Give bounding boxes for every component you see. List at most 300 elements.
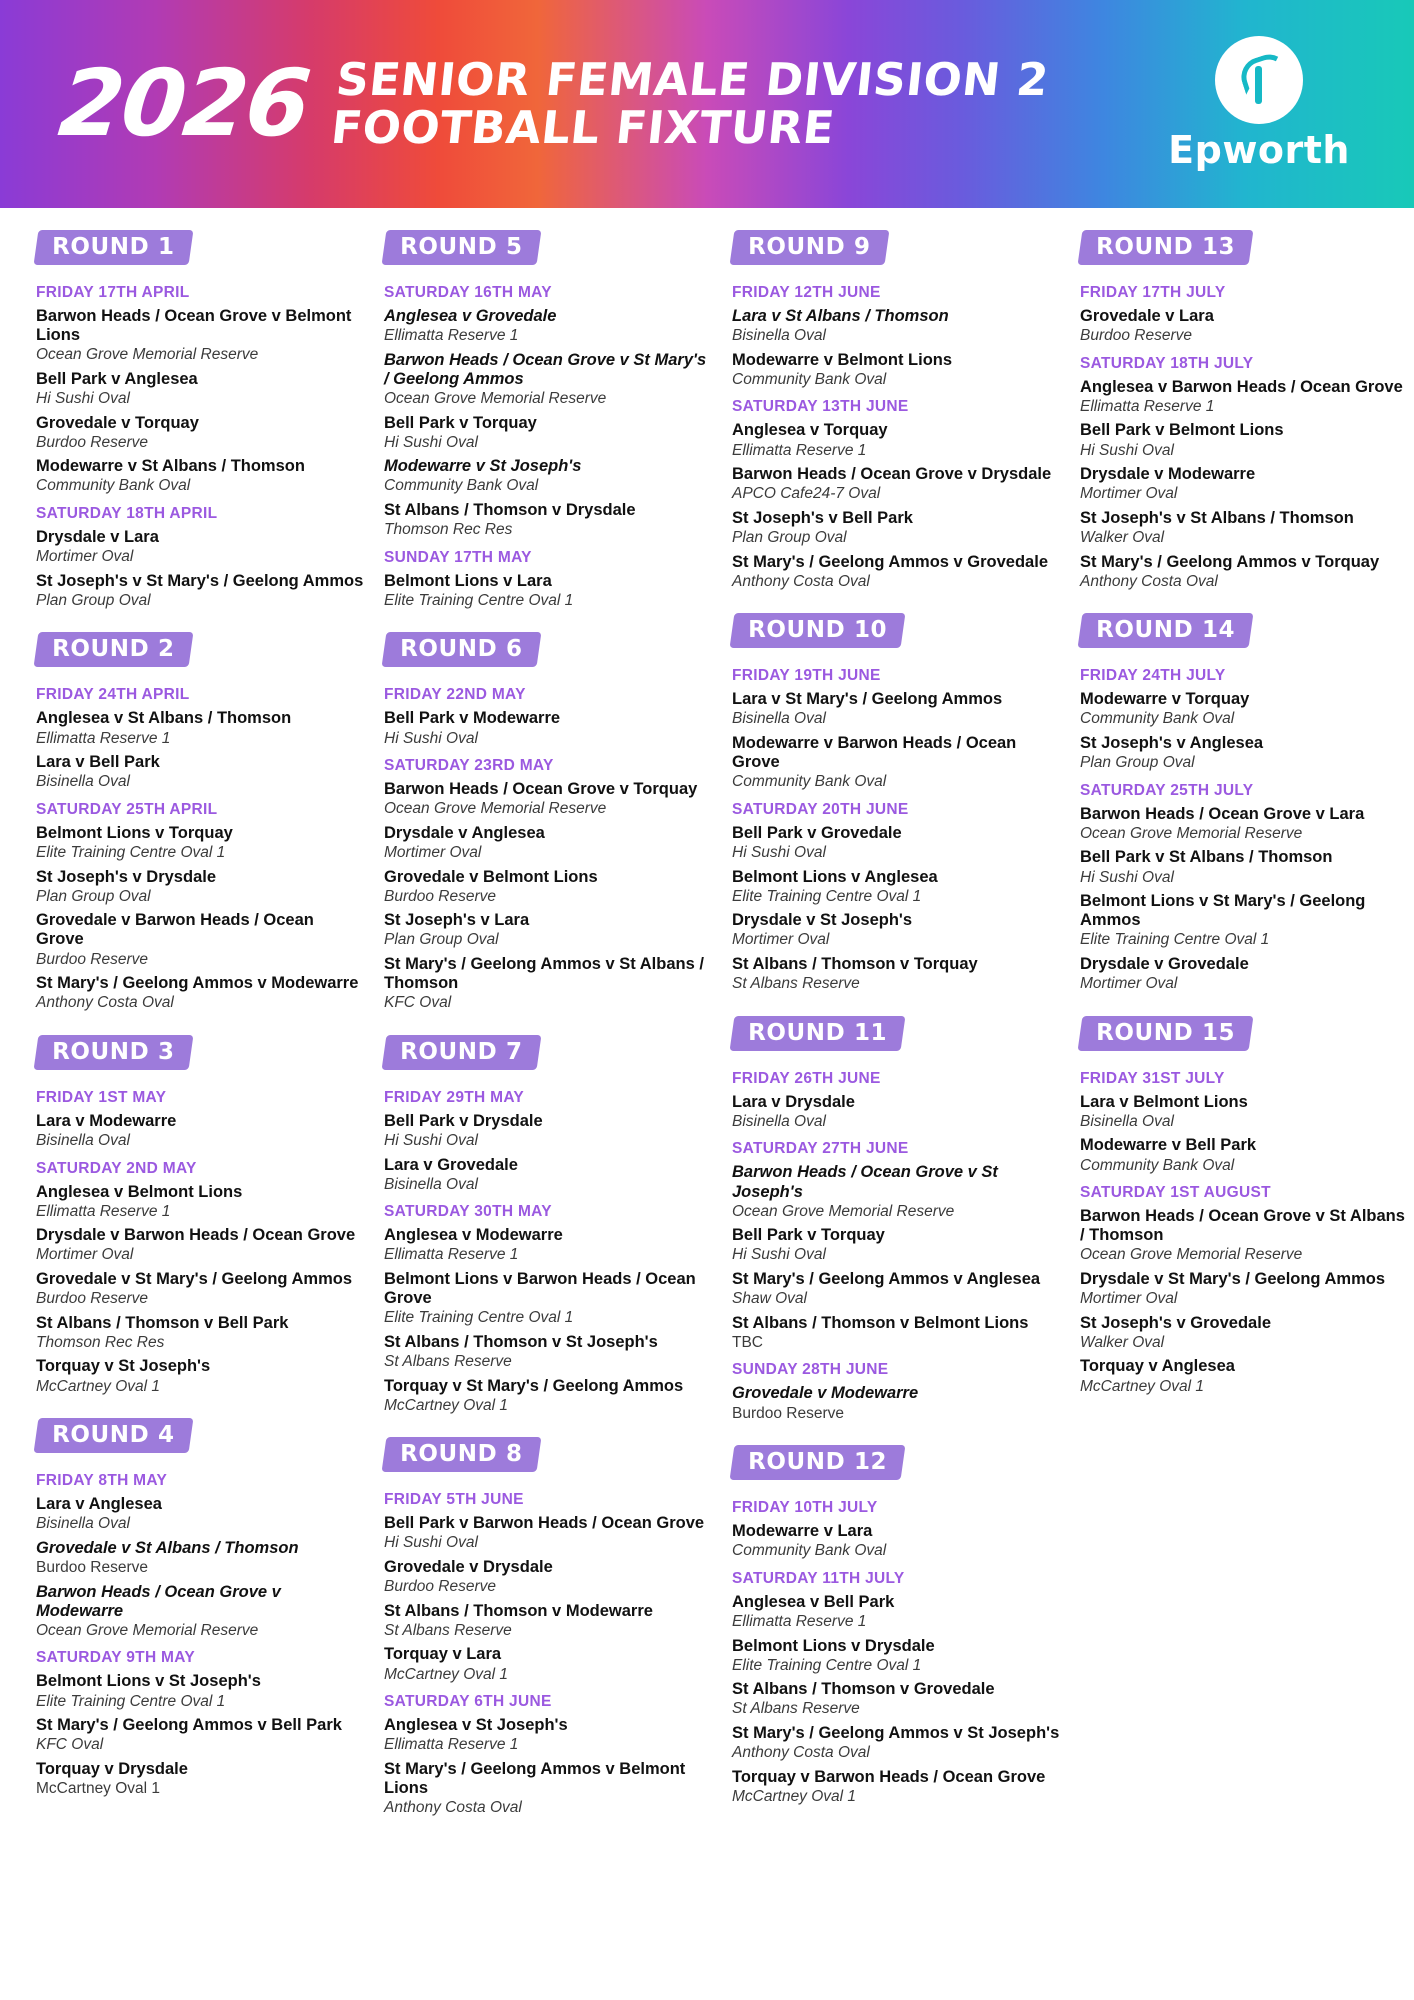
round-heading (730, 1445, 906, 1480)
match-date-heading: FRIDAY 12TH JUNE (732, 284, 881, 301)
sponsor-logo (1168, 36, 1362, 172)
match-date-heading: FRIDAY 24TH APRIL (36, 686, 190, 704)
round-block (384, 1437, 714, 1817)
match-venue: Shaw Oval (732, 1290, 807, 1308)
match-teams: Belmont Lions v Barwon Heads / Ocean Grove (384, 1270, 696, 1308)
round-heading-label: ROUND 5 (400, 234, 523, 260)
match-teams: Barwon Heads / Ocean Grove v Lara (1080, 804, 1365, 823)
match-venue: Elite Training Centre Oval 1 (732, 1656, 922, 1674)
match-item (732, 553, 1062, 592)
round-block (36, 632, 366, 1012)
match-teams: Bell Park v Modewarre (384, 709, 561, 728)
match-venue: Community Bank Oval (384, 477, 539, 495)
match-item (732, 1093, 1062, 1132)
match-item (36, 911, 366, 969)
match-venue: Elite Training Centre Oval 1 (384, 1309, 574, 1327)
match-item (36, 414, 366, 453)
round-heading-label: ROUND 8 (400, 1441, 523, 1468)
match-date-heading: FRIDAY 19TH JUNE (732, 667, 881, 685)
round-block (732, 1016, 1062, 1423)
match-venue: St Albans Reserve (732, 1700, 860, 1718)
match-teams: Bell Park v Torquay (384, 413, 537, 432)
round-block (732, 230, 1062, 591)
match-item (384, 824, 714, 863)
match-item (732, 1724, 1062, 1763)
match-venue: Hi Sushi Oval (384, 433, 478, 451)
match-item (732, 1522, 1062, 1561)
match-item (1080, 805, 1410, 844)
match-teams: Barwon Heads / Ocean Grove v Torquay (384, 780, 698, 799)
round-block (1080, 230, 1410, 591)
match-date-heading: SUNDAY 28TH JUNE (732, 1361, 889, 1379)
match-venue: Hi Sushi Oval (384, 1534, 478, 1552)
match-venue: Mortimer Oval (732, 931, 830, 949)
match-venue: Mortimer Oval (36, 1246, 134, 1264)
match-item (1080, 421, 1410, 460)
match-teams: St Joseph's v Bell Park (732, 508, 913, 527)
match-teams: Grovedale v Drysdale (384, 1558, 553, 1577)
match-teams: St Mary's / Geelong Ammos v Anglesea (732, 1270, 1041, 1289)
match-teams: Belmont Lions v Torquay (36, 823, 233, 842)
match-venue: Ellimatta Reserve 1 (384, 327, 519, 345)
match-teams: Barwon Heads / Ocean Grove v St Joseph's (732, 1163, 998, 1201)
round-heading (382, 632, 541, 667)
fixture-column (1080, 230, 1410, 1840)
round-heading (34, 1418, 193, 1453)
match-venue: Ellimatta Reserve 1 (384, 1246, 519, 1264)
match-teams: Drysdale v Barwon Heads / Ocean Grove (36, 1226, 356, 1245)
match-venue: Elite Training Centre Oval 1 (732, 887, 922, 905)
match-item (36, 1583, 366, 1641)
match-teams: Grovedale v St Albans / Thomson (36, 1538, 299, 1557)
match-teams: Bell Park v Belmont Lions (1080, 421, 1284, 440)
match-teams: St Albans / Thomson v Modewarre (384, 1601, 653, 1620)
match-item (384, 457, 714, 496)
match-teams: St Mary's / Geelong Ammos v Torquay (1080, 552, 1380, 571)
match-date-heading: SATURDAY 25TH APRIL (36, 800, 218, 818)
match-date-heading: SATURDAY 20TH JUNE (732, 800, 909, 818)
match-item (732, 868, 1062, 907)
match-item (732, 1637, 1062, 1676)
match-date-heading: SATURDAY 9TH MAY (36, 1649, 195, 1667)
match-teams: St Albans / Thomson v Grovedale (732, 1680, 995, 1699)
match-venue: McCartney Oval 1 (732, 1787, 857, 1805)
match-item (732, 1226, 1062, 1265)
match-item (732, 734, 1062, 792)
match-item (732, 1768, 1062, 1807)
match-venue: Bisinella Oval (732, 327, 826, 345)
page-header (0, 0, 1414, 208)
round-heading-label: ROUND 4 (52, 1422, 175, 1449)
match-item (732, 1270, 1062, 1309)
match-venue: Mortimer Oval (1080, 1290, 1178, 1308)
match-teams: Belmont Lions v Lara (384, 571, 552, 590)
match-teams: Barwon Heads / Ocean Grove v St Albans / Thomson (1080, 1207, 1405, 1245)
match-teams: Belmont Lions v Drysdale (732, 1636, 935, 1655)
match-teams: Modewarre v Barwon Heads / Ocean Grove (732, 734, 1017, 772)
match-teams: Bell Park v Drysdale (384, 1111, 543, 1130)
match-teams: Lara v Modewarre (36, 1111, 177, 1130)
match-teams: Bell Park v Barwon Heads / Ocean Grove (384, 1514, 705, 1533)
match-item (36, 1539, 366, 1578)
round-heading-label: ROUND 14 (1096, 617, 1236, 644)
match-venue: Burdoo Reserve (384, 887, 497, 905)
round-heading-label: ROUND 6 (400, 636, 523, 663)
round-heading (34, 632, 193, 667)
match-teams: Bell Park v Torquay (732, 1226, 885, 1245)
match-teams: St Joseph's v Anglesea (1080, 734, 1264, 753)
match-item (384, 501, 714, 540)
match-venue: APCO Cafe24-7 Oval (732, 485, 881, 503)
match-venue: Hi Sushi Oval (732, 1246, 826, 1264)
match-teams: Modewarre v Torquay (1080, 690, 1250, 709)
match-teams: St Albans / Thomson v Bell Park (36, 1313, 289, 1332)
match-venue: Burdoo Reserve (36, 950, 149, 968)
match-teams: Anglesea v Barwon Heads / Ocean Grove (1080, 377, 1403, 396)
match-venue: Burdoo Reserve (36, 1290, 149, 1308)
round-heading-label: ROUND 10 (748, 617, 888, 644)
match-venue: Elite Training Centre Oval 1 (36, 844, 226, 861)
round-heading (382, 230, 541, 265)
match-teams: Belmont Lions v Anglesea (732, 867, 938, 886)
match-teams: Drysdale v Grovedale (1080, 955, 1249, 974)
match-venue: KFC Oval (384, 994, 452, 1012)
match-teams: Bell Park v St Albans / Thomson (1080, 848, 1333, 867)
match-venue: Mortimer Oval (1080, 485, 1178, 503)
match-item (384, 1514, 714, 1553)
match-item (384, 1602, 714, 1641)
round-heading-label: ROUND 13 (1096, 234, 1236, 260)
match-venue: Thomson Rec Res (36, 1333, 165, 1351)
match-teams: St Joseph's v St Mary's / Geelong Ammos (36, 571, 364, 590)
match-teams: Grovedale v Torquay (36, 413, 199, 432)
match-item (732, 465, 1062, 504)
match-item (1080, 734, 1410, 773)
round-heading-label: ROUND 12 (748, 1449, 888, 1476)
match-venue: Community Bank Oval (732, 1542, 887, 1560)
match-item (36, 528, 366, 567)
match-item (1080, 378, 1410, 417)
fixture-column (36, 230, 366, 1840)
match-teams: Drysdale v Modewarre (1080, 465, 1256, 484)
round-block (732, 1445, 1062, 1806)
match-teams: Barwon Heads / Ocean Grove v St Mary's / Geelong Ammos (384, 350, 707, 388)
round-heading (730, 613, 906, 648)
match-venue: Hi Sushi Oval (36, 389, 130, 407)
match-item (1080, 1357, 1410, 1396)
match-item (36, 1183, 366, 1222)
round-heading-label: ROUND 1 (52, 234, 175, 260)
match-item (36, 974, 366, 1013)
match-venue: Ellimatta Reserve 1 (36, 1202, 171, 1220)
match-teams: Anglesea v St Joseph's (384, 1716, 568, 1735)
match-venue: Ellimatta Reserve 1 (732, 441, 867, 459)
match-teams: Grovedale v Modewarre (732, 1384, 919, 1403)
match-venue: Plan Group Oval (36, 887, 151, 905)
match-venue: Bisinella Oval (732, 1112, 826, 1130)
match-venue: Thomson Rec Res (384, 521, 513, 539)
match-item (384, 780, 714, 819)
round-block (36, 1418, 366, 1798)
match-venue: Elite Training Centre Oval 1 (384, 591, 574, 609)
match-venue: Community Bank Oval (1080, 1156, 1235, 1174)
round-block (732, 613, 1062, 993)
match-item (732, 1163, 1062, 1221)
round-heading (382, 1437, 541, 1472)
match-teams: Modewarre v St Joseph's (384, 457, 582, 476)
match-venue: Community Bank Oval (1080, 710, 1235, 728)
match-venue: Elite Training Centre Oval 1 (1080, 931, 1270, 949)
match-venue: Burdoo Reserve (36, 1559, 149, 1577)
match-item (384, 955, 714, 1013)
match-item (384, 868, 714, 907)
match-date-heading: FRIDAY 17TH APRIL (36, 284, 190, 301)
match-item (36, 709, 366, 748)
match-date-heading: SATURDAY 1ST AUGUST (1080, 1184, 1271, 1202)
match-item (36, 457, 366, 496)
match-teams: Grovedale v Barwon Heads / Ocean Grove (36, 911, 314, 949)
fixture-title-line-2: FOOTBALL FIXTURE (328, 101, 838, 154)
match-venue: Bisinella Oval (36, 1132, 130, 1149)
match-venue: Anthony Costa Oval (36, 994, 174, 1012)
match-teams: St Mary's / Geelong Ammos v St Albans / Thomson (384, 955, 704, 993)
match-teams: Barwon Heads / Ocean Grove v Belmont Lions (36, 307, 352, 345)
match-venue: Walker Oval (1080, 1333, 1165, 1351)
match-venue: Anthony Costa Oval (732, 572, 870, 590)
match-teams: Lara v Grovedale (384, 1155, 518, 1174)
match-item (36, 753, 366, 792)
fixture-columns (0, 208, 1414, 1870)
match-item (732, 824, 1062, 863)
match-item (36, 1112, 366, 1151)
match-date-heading: FRIDAY 29TH MAY (384, 1088, 525, 1106)
round-heading-label: ROUND 11 (748, 1019, 888, 1046)
match-teams: St Mary's / Geelong Ammos v Grovedale (732, 552, 1048, 571)
match-date-heading: SATURDAY 23RD MAY (384, 757, 554, 775)
match-item (384, 1645, 714, 1684)
match-item (384, 351, 714, 409)
match-item (384, 307, 714, 346)
match-venue: Ellimatta Reserve 1 (36, 729, 171, 747)
round-heading-label: ROUND 7 (400, 1038, 523, 1065)
round-heading (34, 1035, 193, 1070)
match-date-heading: SATURDAY 27TH JUNE (732, 1140, 909, 1158)
match-item (1080, 509, 1410, 548)
match-venue: Ocean Grove Memorial Reserve (732, 1202, 955, 1220)
match-venue: St Albans Reserve (384, 1353, 512, 1370)
match-venue: Bisinella Oval (36, 773, 130, 791)
match-item (1080, 1207, 1410, 1265)
match-date-heading: SATURDAY 2ND MAY (36, 1159, 197, 1177)
round-heading (1078, 1016, 1254, 1051)
match-venue: McCartney Oval 1 (1080, 1377, 1205, 1395)
match-item (1080, 892, 1410, 950)
match-teams: St Mary's / Geelong Ammos v Modewarre (36, 974, 359, 993)
match-teams: Drysdale v St Mary's / Geelong Ammos (1080, 1270, 1386, 1289)
match-venue: Ocean Grove Memorial Reserve (384, 389, 607, 407)
match-item (1080, 465, 1410, 504)
match-item (384, 414, 714, 453)
match-teams: St Joseph's v Lara (384, 911, 530, 930)
round-block (384, 1035, 714, 1415)
match-teams: Barwon Heads / Ocean Grove v Modewarre (36, 1582, 281, 1620)
match-item (1080, 1314, 1410, 1353)
match-teams: Belmont Lions v St Mary's / Geelong Ammos (1080, 892, 1366, 930)
round-heading (34, 230, 193, 265)
match-venue: Hi Sushi Oval (1080, 441, 1174, 459)
match-date-heading: FRIDAY 24TH JULY (1080, 667, 1226, 685)
match-teams: St Albans / Thomson v Torquay (732, 955, 978, 974)
match-venue: Ellimatta Reserve 1 (732, 1613, 867, 1631)
match-date-heading: FRIDAY 26TH JUNE (732, 1069, 881, 1087)
match-teams: Modewarre v Belmont Lions (732, 350, 953, 369)
match-date-heading: SUNDAY 17TH MAY (384, 548, 532, 566)
match-teams: Grovedale v Belmont Lions (384, 867, 598, 886)
match-teams: Modewarre v Bell Park (1080, 1136, 1257, 1155)
match-venue: Elite Training Centre Oval 1 (36, 1692, 226, 1710)
match-venue: McCartney Oval 1 (384, 1665, 509, 1683)
match-teams: Torquay v Lara (384, 1645, 502, 1664)
match-item (732, 351, 1062, 390)
match-item (1080, 553, 1410, 592)
round-heading-label: ROUND 15 (1096, 1019, 1236, 1046)
match-item (36, 307, 366, 365)
match-item (1080, 307, 1410, 346)
match-teams: Lara v Anglesea (36, 1495, 162, 1514)
match-item (732, 911, 1062, 950)
match-date-heading: SATURDAY 18TH JULY (1080, 354, 1254, 372)
round-block (36, 1035, 366, 1396)
fixture-title-line-1: SENIOR FEMALE DIVISION 2 (333, 53, 1052, 107)
round-heading (730, 230, 889, 265)
match-teams: St Mary's / Geelong Ammos v Bell Park (36, 1716, 342, 1735)
match-venue: Anthony Costa Oval (384, 1799, 522, 1817)
match-item (384, 1333, 714, 1372)
match-venue: Burdoo Reserve (732, 1404, 845, 1422)
match-date-heading: SATURDAY 16TH MAY (384, 284, 552, 301)
match-venue: Ocean Grove Memorial Reserve (384, 800, 607, 818)
match-teams: St Mary's / Geelong Ammos v Belmont Lions (384, 1759, 686, 1798)
match-date-heading: SATURDAY 13TH JUNE (732, 398, 909, 416)
fixture-year: 2026 (54, 50, 314, 158)
match-teams: St Albans / Thomson v Belmont Lions (732, 1313, 1029, 1332)
match-item (1080, 955, 1410, 994)
match-item (732, 509, 1062, 548)
match-venue: Burdoo Reserve (384, 1578, 497, 1596)
match-teams: Bell Park v Grovedale (732, 823, 902, 842)
round-block (36, 230, 366, 610)
match-venue: Walker Oval (1080, 529, 1165, 546)
match-teams: Modewarre v St Albans / Thomson (36, 457, 305, 476)
match-item (36, 1270, 366, 1309)
match-date-heading: FRIDAY 31ST JULY (1080, 1069, 1225, 1087)
match-date-heading: FRIDAY 22ND MAY (384, 686, 526, 704)
match-venue: Community Bank Oval (732, 773, 887, 791)
match-venue: Hi Sushi Oval (732, 844, 826, 861)
match-item (732, 690, 1062, 729)
match-teams: Grovedale v St Mary's / Geelong Ammos (36, 1270, 352, 1289)
match-venue: Bisinella Oval (732, 710, 826, 728)
match-teams: Lara v St Mary's / Geelong Ammos (732, 690, 1003, 709)
match-teams: Drysdale v St Joseph's (732, 911, 913, 930)
match-item (384, 1270, 714, 1328)
match-teams: Torquay v St Mary's / Geelong Ammos (384, 1376, 684, 1395)
match-date-heading: SATURDAY 11TH JULY (732, 1569, 905, 1587)
match-date-heading: SATURDAY 25TH JULY (1080, 781, 1254, 799)
match-teams: Drysdale v Lara (36, 528, 159, 546)
match-item (36, 370, 366, 409)
match-teams: Modewarre v Lara (732, 1522, 873, 1541)
match-item (732, 1384, 1062, 1423)
match-date-heading: FRIDAY 17TH JULY (1080, 284, 1226, 301)
match-item (732, 1593, 1062, 1632)
fixture-title (328, 53, 1052, 154)
match-teams: Grovedale v Lara (1080, 307, 1214, 325)
match-item (36, 572, 366, 611)
epworth-swirl-icon (1215, 36, 1303, 124)
match-venue: McCartney Oval 1 (36, 1377, 161, 1395)
match-item (36, 868, 366, 907)
match-venue: Ocean Grove Memorial Reserve (36, 1621, 259, 1639)
match-venue: McCartney Oval 1 (36, 1780, 161, 1798)
match-venue: McCartney Oval 1 (384, 1396, 509, 1414)
round-block (1080, 1016, 1410, 1396)
match-teams: St Joseph's v Drysdale (36, 867, 217, 886)
match-teams: St Albans / Thomson v Drysdale (384, 501, 636, 519)
match-venue: Plan Group Oval (36, 591, 151, 609)
match-item (732, 1680, 1062, 1719)
match-venue: Ocean Grove Memorial Reserve (1080, 824, 1303, 842)
match-venue: Mortimer Oval (1080, 975, 1178, 993)
match-date-heading: FRIDAY 8TH MAY (36, 1472, 168, 1490)
match-venue: Mortimer Oval (36, 548, 134, 566)
round-heading-label: ROUND 3 (52, 1038, 175, 1065)
match-teams: Lara v Bell Park (36, 753, 160, 772)
round-heading-label: ROUND 9 (748, 234, 871, 260)
match-teams: St Mary's / Geelong Ammos v St Joseph's (732, 1724, 1060, 1743)
match-date-heading: FRIDAY 10TH JULY (732, 1499, 878, 1517)
match-item (36, 1226, 366, 1265)
match-teams: Lara v Drysdale (732, 1092, 855, 1111)
round-heading (1078, 230, 1254, 265)
match-venue: Ellimatta Reserve 1 (384, 1736, 519, 1754)
match-teams: Anglesea v Bell Park (732, 1592, 895, 1611)
match-venue: Mortimer Oval (384, 844, 482, 861)
match-teams: Anglesea v Grovedale (384, 307, 557, 325)
match-item (384, 572, 714, 611)
match-venue: Community Bank Oval (36, 477, 191, 495)
match-item (36, 1760, 366, 1799)
match-item (36, 1716, 366, 1755)
match-date-heading: FRIDAY 1ST MAY (36, 1088, 167, 1106)
match-venue: Plan Group Oval (1080, 754, 1195, 772)
match-teams: Anglesea v Modewarre (384, 1226, 563, 1245)
match-date-heading: SATURDAY 30TH MAY (384, 1203, 552, 1221)
match-item (36, 1314, 366, 1353)
match-teams: Drysdale v Anglesea (384, 823, 545, 842)
round-heading (382, 1035, 541, 1070)
fixture-column (732, 230, 1062, 1840)
match-venue: Bisinella Oval (384, 1175, 478, 1193)
match-teams: Lara v Belmont Lions (1080, 1092, 1248, 1111)
match-item (36, 1357, 366, 1396)
round-block (384, 230, 714, 610)
match-item (384, 1716, 714, 1755)
match-teams: Belmont Lions v St Joseph's (36, 1672, 261, 1691)
match-item (384, 911, 714, 950)
match-teams: Torquay v St Joseph's (36, 1357, 211, 1376)
match-item (384, 709, 714, 748)
